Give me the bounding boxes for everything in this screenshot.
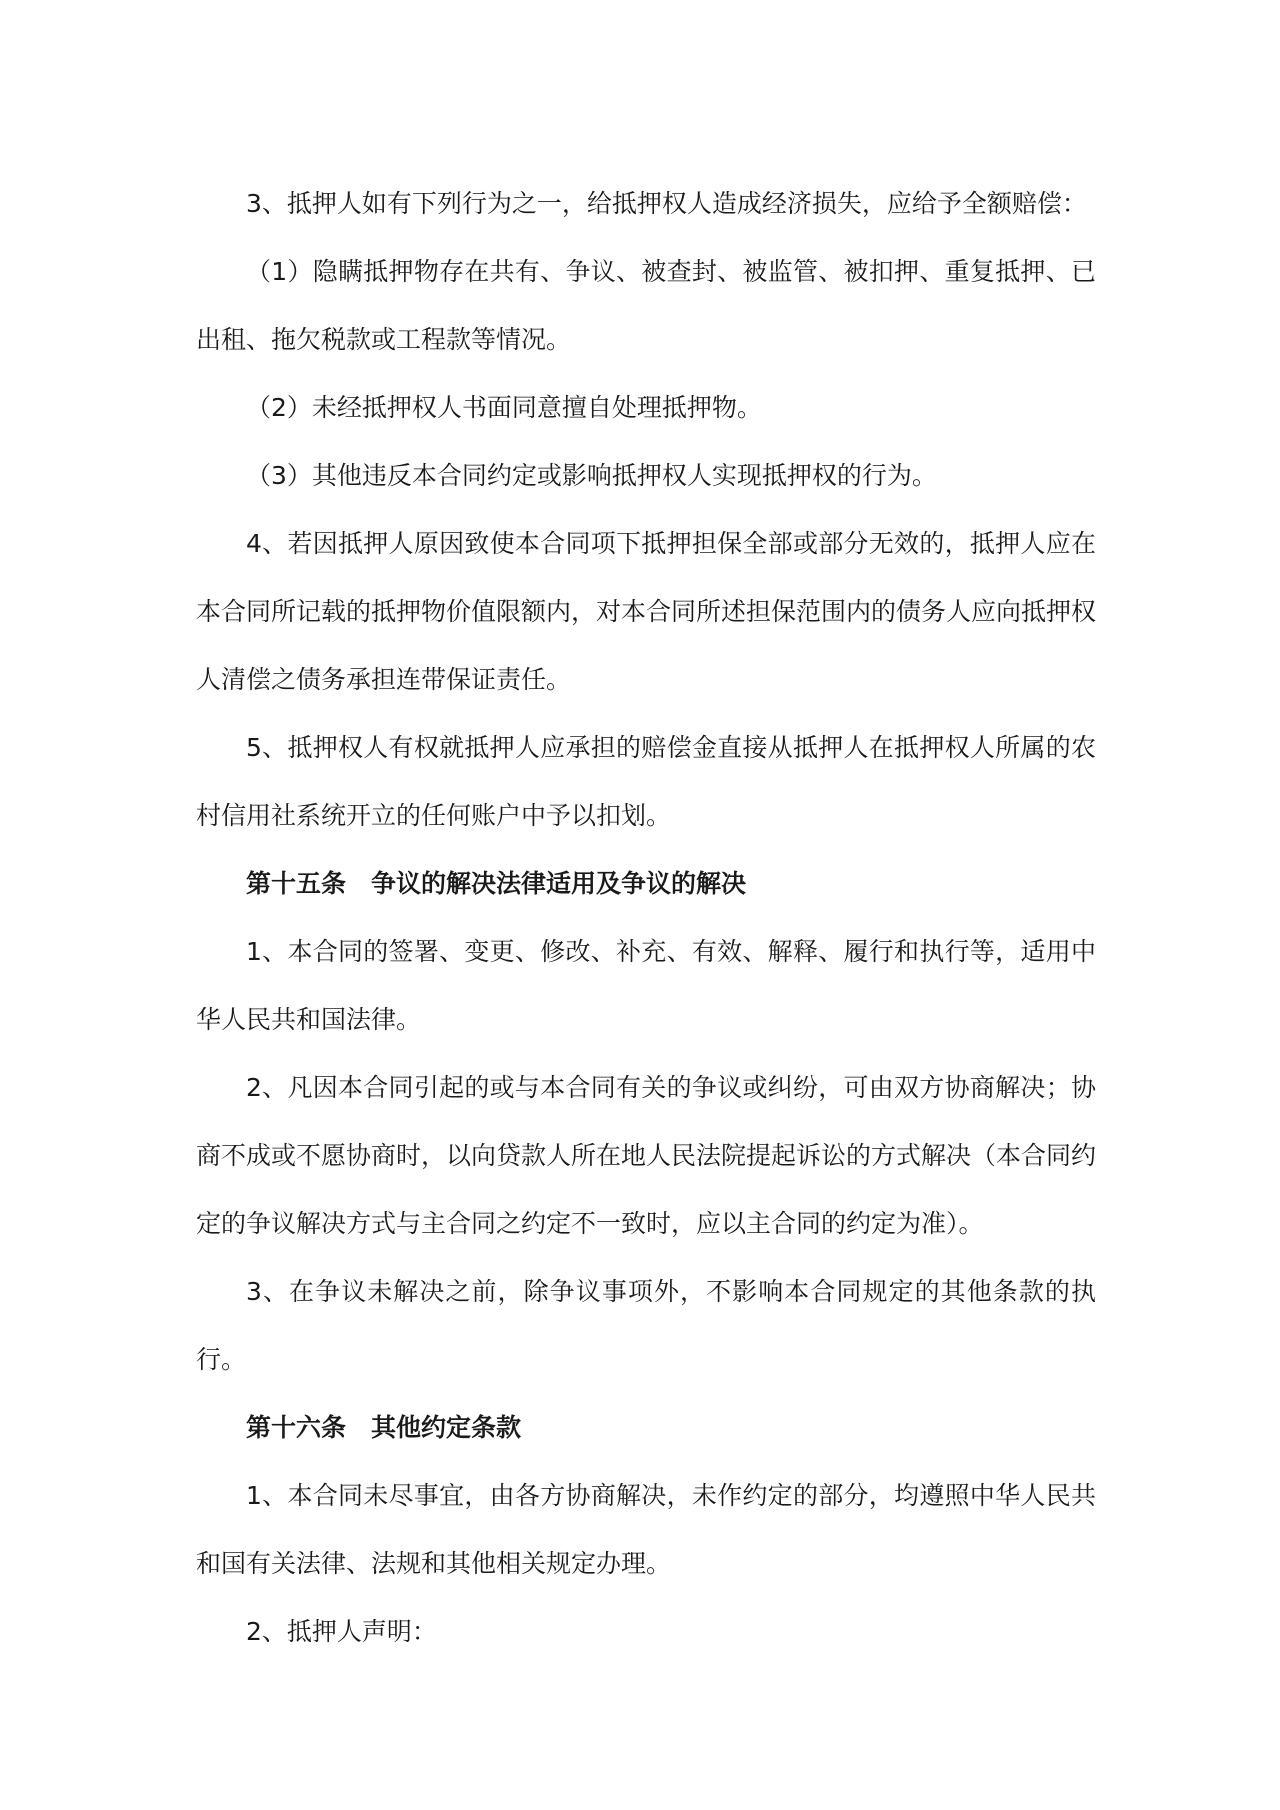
- clause-subitem-3-3: （3）其他违反本合同约定或影响抵押权人实现抵押权的行为。: [246, 461, 937, 490]
- article-15-item-1: 1、本合同的签署、变更、修改、补充、有效、解释、履行和执行等，适用中华人民共和国法律。: [196, 937, 1096, 1034]
- clause-subitem-3-2: （2）未经抵押权人书面同意擅自处理抵押物。: [246, 393, 762, 422]
- article-16-heading: 第十六条 其他约定条款: [246, 1413, 522, 1442]
- article-16-item-2: 2、抵押人声明：: [246, 1617, 437, 1646]
- article-15-item-3: 3、在争议未解决之前，除争议事项外，不影响本合同规定的其他条款的执行。: [196, 1277, 1096, 1374]
- article-16-item-1: 1、本合同未尽事宜，由各方协商解决，未作约定的部分，均遵照中华人民共和国有关法律、法规和其他相关规定办理。: [196, 1481, 1096, 1578]
- contract-body: [196, 170, 1096, 1666]
- clause-item-3: 3、抵押人如有下列行为之一，给抵押权人造成经济损失，应给予全额赔偿：: [246, 189, 1087, 218]
- clause-subitem-3-1: （1）隐瞒抵押物存在共有、争议、被查封、被监管、被扣押、重复抵押、已出租、拖欠税款或工程款等情况。: [196, 257, 1096, 354]
- clause-item-4: 4、若因抵押人原因致使本合同项下抵押担保全部或部分无效的，抵押人应在本合同所记载的抵押物价值限额内，对本合同所述担保范围内的债务人应向抵押权人清偿之债务承担连带保证责任。: [196, 529, 1097, 694]
- clause-item-5: 5、抵押权人有权就抵押人应承担的赔偿金直接从抵押人在抵押权人所属的农村信用社系统开立的任何账户中予以扣划。: [196, 733, 1096, 830]
- article-15-heading: 第十五条 争议的解决法律适用及争议的解决: [246, 869, 747, 898]
- article-15-item-2: 2、凡因本合同引起的或与本合同有关的争议或纠纷，可由双方协商解决；协商不成或不愿协商时，以向贷款人所在地人民法院提起诉讼的方式解决（本合同约定的争议解决方式与主合同之约定不一致时，应以主合同的约定为准）。: [196, 1073, 1097, 1238]
